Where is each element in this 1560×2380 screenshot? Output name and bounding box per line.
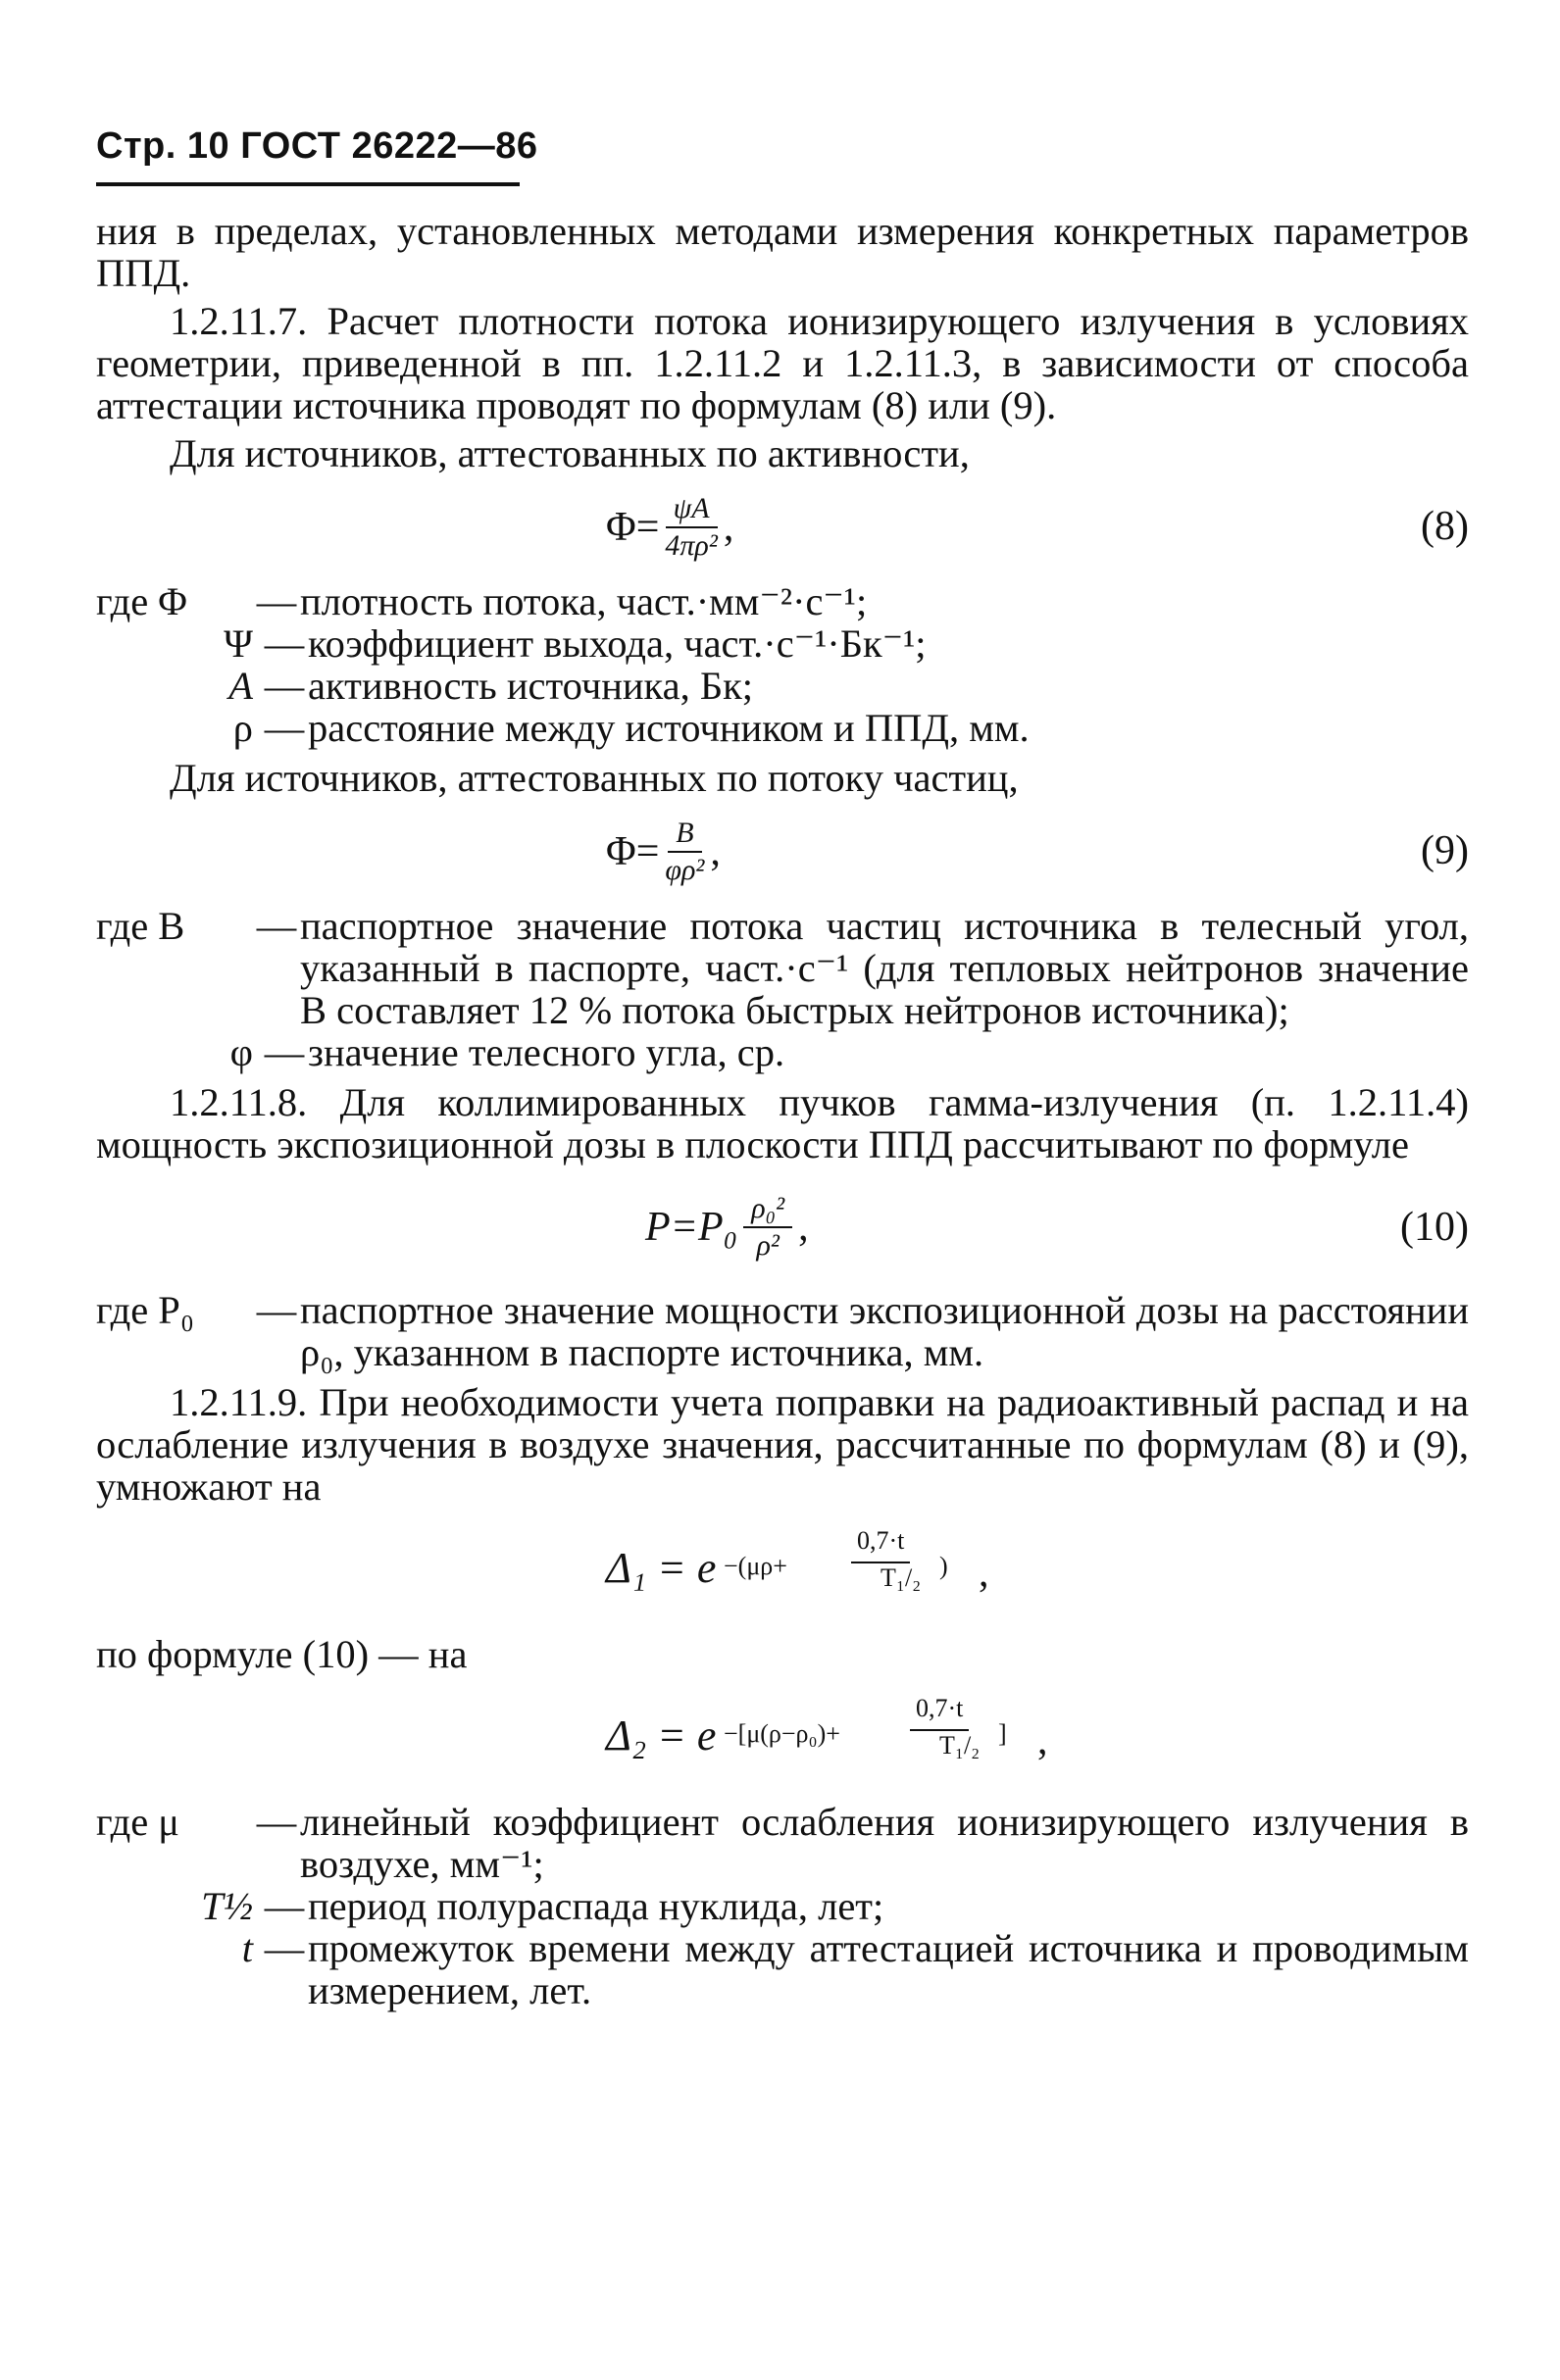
definition-text: линейный коэффициент ослабления ионизирующего излучения в воздухе, мм⁻¹; xyxy=(300,1800,1469,1886)
formula-9-number: (9) xyxy=(1421,828,1469,873)
formula-delta-2-comma: , xyxy=(1037,1718,1048,1763)
definition-symbol: где P₀ xyxy=(96,1288,194,1332)
definition-text: паспортное значение мощности экспозиционной дозы на расстоянии ρ₀, указанном в паспорте источника, мм. xyxy=(300,1288,1469,1374)
formula-delta-1-exp-numerator: 0,7·t xyxy=(851,1519,910,1563)
formula-delta-1-exp-denominator: T₁/₂ xyxy=(881,1563,922,1592)
paragraph-1-2-11-8: 1.2.11.8. Для коллимированных пучков гамма-излучения (п. 1.2.11.4) мощность экспозиционной дозы в плоскости ППД рассчитывают по формуле xyxy=(96,1080,1469,1166)
definition-row: t — промежуток времени между аттестацией источника и проводимым измерением, лет. xyxy=(96,1927,1469,2011)
definitions-10 xyxy=(96,1289,1469,1373)
definition-symbol: t xyxy=(241,1926,253,1970)
definitions-8 xyxy=(96,580,1469,749)
definition-symbol: где μ xyxy=(96,1800,180,1844)
formula-10-lhs: P=P₀ xyxy=(645,1204,738,1250)
formula-delta-1 xyxy=(96,1513,1469,1627)
definition-symbol: A xyxy=(228,664,253,708)
document-body xyxy=(96,210,1469,2019)
paragraph-activity-sources: Для источников, аттестованных по активности, xyxy=(170,431,970,475)
formula-10-fraction xyxy=(743,1191,792,1264)
page-header: Стр. 10 ГОСТ 26222—86 xyxy=(96,125,538,167)
formula-8-denominator: 4πρ² xyxy=(665,529,718,562)
formula-8-number: (8) xyxy=(1421,504,1469,549)
definition-text: промежуток времени между аттестацией источника и проводимым измерением, лет. xyxy=(308,1926,1469,2012)
formula-10-comma: , xyxy=(798,1204,809,1250)
formula-8 xyxy=(96,482,1469,572)
definition-text: плотность потока, част.·мм⁻²·с⁻¹; xyxy=(300,579,868,623)
definition-symbol: Ψ xyxy=(224,621,253,666)
formula-9-denominator: φρ² xyxy=(665,854,705,886)
formula-delta-1-exp-suffix: ) xyxy=(939,1552,948,1580)
definition-text: коэффициент выхода, част.·с⁻¹·Бк⁻¹; xyxy=(308,621,927,666)
definition-text: активность источника, Бк; xyxy=(308,664,754,708)
formula-9-numerator: B xyxy=(668,816,701,853)
paragraph-1-2-11-7: 1.2.11.7. Расчет плотности потока ионизирующего излучения в условиях геометрии, приведенной в пп. 1.2.11.2 и 1.2.11.3, в зависимости от способа аттестации источника проводят по формулам (8) или (9). xyxy=(96,299,1469,427)
formula-8-lhs: Φ= xyxy=(606,504,660,550)
paragraph-flux-sources: Для источников, аттестованных по потоку частиц, xyxy=(170,756,1019,800)
formula-9-comma: , xyxy=(710,828,721,874)
formula-9-fraction xyxy=(665,816,704,888)
formula-delta-2-lhs: Δ₂ = e xyxy=(606,1711,717,1760)
formula-delta-1-exp-prefix: −(μρ+ xyxy=(724,1552,787,1580)
definition-row: где μ — линейный коэффициент ослабления ионизирующего излучения в воздухе, мм⁻¹; xyxy=(96,1800,1469,1886)
formula-delta-2-exp-suffix: ] xyxy=(998,1719,1007,1748)
formula-10-denominator: ρ² xyxy=(756,1229,780,1262)
paragraph-1-2-11-9: 1.2.11.9. При необходимости учета поправки на радиоактивный распад и на ослабление излучения в воздухе значения, рассчитанные по формулам (8) и (9), умножают на xyxy=(96,1380,1469,1509)
formula-10 xyxy=(96,1173,1469,1281)
formula-8-comma: , xyxy=(723,504,734,550)
formula-8-numerator: ψA xyxy=(666,491,718,528)
formula-8-fraction xyxy=(665,491,717,564)
definition-row: ρ — расстояние между источником и ППД, мм. xyxy=(96,707,1469,749)
definition-text: значение телесного угла, ср. xyxy=(308,1030,785,1074)
formula-delta-2-exp-prefix: −[μ(ρ−ρ₀)+ xyxy=(724,1719,840,1748)
formula-9 xyxy=(96,807,1469,897)
definition-text: период полураспада нуклида, лет; xyxy=(308,1884,884,1928)
definition-symbol: ρ xyxy=(232,706,253,750)
definition-symbol: где Φ xyxy=(96,579,187,623)
formula-delta-1-comma: , xyxy=(979,1551,989,1596)
formula-delta-2 xyxy=(96,1681,1469,1795)
formula-delta-1-lhs: Δ₁ = e xyxy=(606,1544,717,1592)
formula-delta-2-exp-numerator: 0,7·t xyxy=(910,1687,969,1731)
definition-row: где B — паспортное значение потока частиц источника в телесный угол, указанный в паспорте, част.·с⁻¹ (для тепловых нейтронов значение B составляет 12 % потока быстрых нейтронов источника); xyxy=(96,904,1469,1032)
paragraph-by-formula-10: по формуле (10) — на xyxy=(96,1632,468,1676)
paragraph-continuation: ния в пределах, установленных методами измерения конкретных параметров ППД. xyxy=(96,209,1469,295)
definition-row: Ψ — коэффициент выхода, част.·с⁻¹·Бк⁻¹; xyxy=(96,622,1469,665)
definition-symbol: φ xyxy=(229,1030,253,1074)
definition-text: паспортное значение потока частиц источника в телесный угол, указанный в паспорте, част.·с⁻¹ (для тепловых нейтронов значение B составляет 12 % потока быстрых нейтронов источника); xyxy=(300,904,1469,1032)
definition-row: где P₀ — паспортное значение мощности экспозиционной дозы на расстоянии ρ₀, указанном в паспорте источника, мм. xyxy=(96,1288,1469,1374)
definitions-final xyxy=(96,1801,1469,2011)
definition-row: где Φ — плотность потока, част.·мм⁻²·с⁻¹; xyxy=(96,580,1469,622)
definition-row: A — активность источника, Бк; xyxy=(96,665,1469,707)
formula-9-lhs: Φ= xyxy=(606,828,660,874)
formula-10-numerator: ρ₀² xyxy=(743,1191,792,1228)
formula-10-number: (10) xyxy=(1400,1205,1469,1250)
header-rule xyxy=(96,182,520,186)
definition-symbol: где B xyxy=(96,904,185,948)
definition-text: расстояние между источником и ППД, мм. xyxy=(308,706,1030,750)
definition-symbol: T½ xyxy=(201,1884,253,1928)
formula-delta-2-exp-denominator: T₁/₂ xyxy=(939,1731,981,1760)
definitions-9 xyxy=(96,905,1469,1073)
definition-row: T½ — период полураспада нуклида, лет; xyxy=(96,1885,1469,1927)
definition-row: φ — значение телесного угла, ср. xyxy=(96,1031,1469,1073)
